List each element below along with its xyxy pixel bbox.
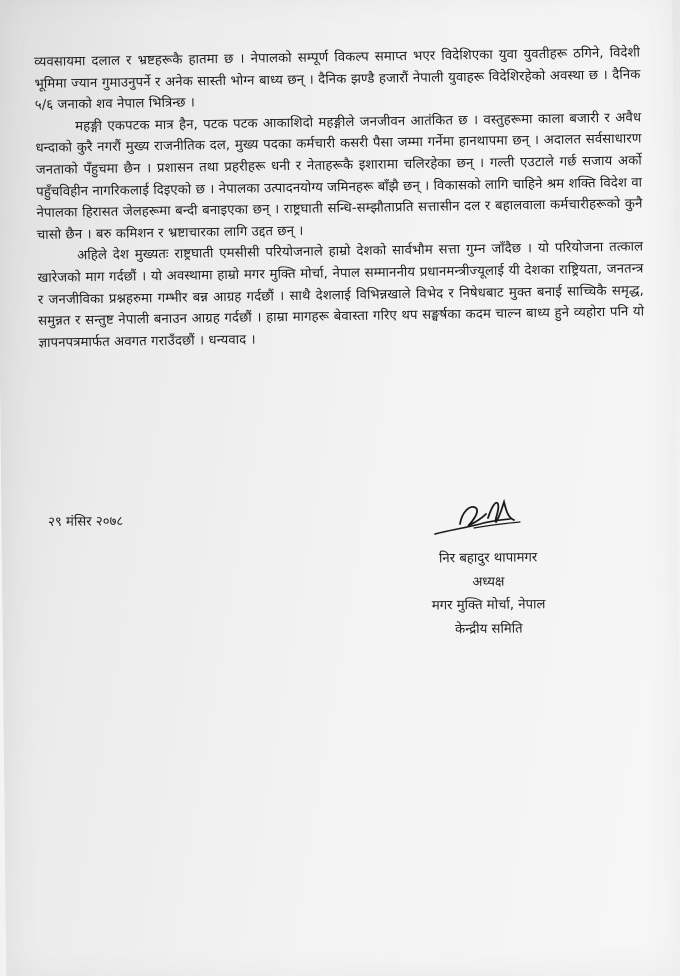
paragraph-2: महङ्गी एकपटक मात्र हैन, पटक पटक आकाशिदो महङ्गीले जनजीवन आतंकित छ । वस्तुहरूमा काला बजारी र अवैध धन्दाको कुरै नगरौं मुख्य राजनीतिक दल, मुख्य पदका कर्मचारी कसरी पैसा जम्मा गर्नेमा हानथापमा छन् । अदालत सर्वसाधारण जनताको पँहुचमा छैन । प्रशासन तथा प्रहरीहरू धनी र नेताहरूकै इशारामा चलिरहेका छन् । गल्ती एउटाले गर्छ सजाय अर्को पहुँचविहीन नागरिकलाई दिइएको छ । नेपालका उत्पादनयोग्य जमिनहरू बाँझै छन् । विकासको लागि चाहिने श्रम शक्ति विदेश वा नेपालका हिरासत जेलहरूमा बन्दी बनाइएका छन् । राष्ट्रघाती सन्धि-सम्झौताप्रति सत्तासीन दल र बहालवाला कर्मचारीहरूको कुनै चासो छैन । बरु कमिशन र भ्रष्टाचारका लागि उद्दत छन् ।	[35, 110, 643, 243]
letter-body	[34, 42, 645, 354]
paragraph-3: अहिले देश मुख्यतः राष्ट्रघाती एमसीसी परियोजनाले हाम्रो देशको सार्वभौम सत्ता गुम्न जाँदैछ । यो परियोजना तत्काल खारेजको माग गर्दछौं । यो अवस्थामा हाम्रो मगर मुक्ति मोर्चा, नेपाल सम्माननीय प्रधानमन्त्रीज्यूलाई यी देशका राष्ट्रियता, जनतन्त्र र जनजीविका प्रश्नहरुमा गम्भीर बन्न आग्रह गर्दछौं । साथै देशलाई विभिन्नखाले विभेद र निषेधबाट मुक्त बनाई साच्चिकै समृद्ध, समुन्नत र सन्तुष्ट नेपाली बनाउन आग्रह गर्दछौं । हाम्रा मागहरू बेवास्ता गरिए थप सङ्घर्षका कदम चाल्न बाध्य हुने व्यहोरा पनि यो ज्ञापनपत्रमार्फत अवगत गराउँदछौं । धन्यवाद ।	[37, 239, 645, 351]
signatory-committee: केन्द्रीय समिति	[454, 620, 523, 637]
signatory-organization: मगर मुक्ति मोर्चा, नेपाल	[431, 597, 546, 614]
letter-date: २९ मंसिर २०७८	[48, 514, 124, 530]
paragraph-1: व्यवसायमा दलाल र भ्रष्टहरूकै हातमा छ । नेपालको सम्पूर्ण विकल्प समाप्त भएर विदेशिएका युवा युवतीहरू ठगिने, विदेशी भूमिमा ज्यान गुमाउनुपर्ने र अनेक सास्ती भोग्न बाध्य छन् । दैनिक झण्डै हजारौं नेपाली युवाहरू विदेशिरहेको अवस्था छ । दैनिक ५/६ जनाको शव नेपाल भित्रिन्छ ।	[34, 45, 641, 114]
signature-block	[378, 546, 599, 642]
signatory-position: अध्यक्ष	[472, 574, 505, 590]
signatory-name: निर बहादुर थापामगर	[438, 550, 538, 567]
handwritten-signature	[430, 494, 530, 544]
